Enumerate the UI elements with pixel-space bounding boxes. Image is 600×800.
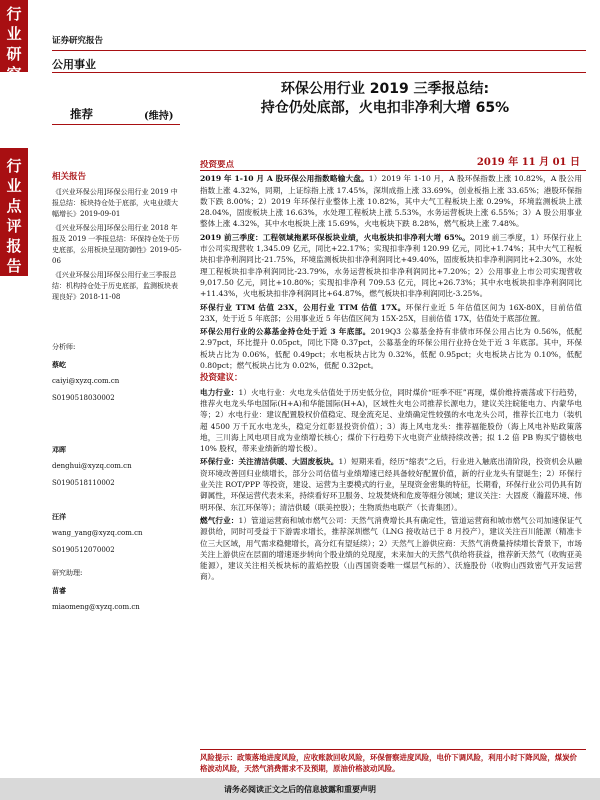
paragraph [200,387,582,455]
paragraph-body: 1）短期来看，经历“缩表”之后，行业进入触底出清阶段，投资机会从融资环境改善回归业绩增长，部分公司估值与业绩增速已经具备较好配置价值，新的行业龙头有望诞生；2）环保行业关注 ROT/PPP 等投资，建设、运营为主要模式的行业，呈现资金密集的特征，长期看，环保行业公司仍具有防御属性，环保运营代表未来，持续看好环卫服务、垃圾焚烧和危废等细分领域；建议关注：大固废（瀚蓝环境、伟明环保、东江环保等）；清洁供暖（联美控股）；生物质热电联产（长青集团）。 [200,457,582,512]
analyst-cert: S0190512070002 [52,546,115,554]
vertical-char: 评 [6,217,22,235]
paragraph [200,173,582,229]
paragraph-lead: 燃气行业： [200,515,239,525]
main-content [200,160,582,744]
header-divider [52,50,586,51]
rating-divider [52,124,180,125]
industry-name: 公用事业 [52,58,96,71]
related-reports [52,172,184,303]
analyst-email: wang_yang@xyzq.com.cn [52,529,143,537]
vertical-char: 告 [6,257,22,275]
rating: 推荐 [70,107,93,121]
vertical-char: 研 [6,45,22,63]
report-type: 证券研究报告 [52,36,104,46]
paragraph-lead: 环保行业：关注清洁供暖、大固废板块。 [200,457,339,467]
vertical-char: 行 [6,5,22,23]
assistant-name: 苗睿 [52,586,66,595]
paragraph-lead: 环保行业 TTM 估值 23X，公用行业 TTM 估值 17X。 [200,302,406,312]
page-title-line2: 持仓仍处底部，火电扣非净利大增 65% [260,100,510,116]
footer-disclaimer: 请务必阅读正文之后的信息披露和重要声明 [0,778,600,800]
paragraph-body: 1）2019 年 1-10 月，A 股环保指数上涨 10.82%，A 股公用指数上涨 4.32%，同期，上证综指上涨 17.45%，深圳成指上涨 33.69%，创业板指上涨 33.65%；港股环保指数下跌 8.00%；2）2019 年环保行业整体上涨 10.82%，其中大气工程板块上涨 0.29%，环境监测板块上涨 28.04%，固废板块上涨 16.63%，水处理工程板块上涨 5.53%，水务运营板块上涨 6.55%；3）A 股公用事业整体上涨 4.32%，其中水电板块上涨 15.69%，火电板块下跌 8.28%，燃气板块上涨 7.48%。 [200,174,582,229]
vertical-section-label [0,0,28,83]
analyst-email: denghui@xyzq.com.cn [52,462,132,470]
risk-divider [200,749,586,750]
paragraph-body: 环保行业近 5 年估值区间为 16X-80X，目前估值 23X，处于近 5 年底部；公用事业近 5 年估值区间为 15X-25X，目前估值 17X，估值处于底部位置。 [200,302,582,323]
analyst-cert: S0190518110002 [52,479,115,487]
paragraph [200,456,582,512]
vertical-char: 行 [6,157,22,175]
analyst-name: 邓晖 [52,445,66,454]
paragraph-lead: 2019 年 1-10 月 A 股环保公用指数略输大盘。 [200,174,369,184]
analyst-name: 汪洋 [52,512,66,521]
header-divider [52,72,586,73]
vertical-char: 点 [6,197,22,215]
paragraph [200,326,582,371]
paragraph-body: 1）管道运营商和城市燃气公司：天然气消费增长具有确定性，管道运营商和城市燃气公司加速保证气源供给，同时可受益于下游需求增长，推荐深圳燃气（LNG 接收站已于 8 月投产），建议关注百川能源（精准卡位三大区域，用气需求稳健增长，高分红有望延续）；2）天然气上游供应商：天然气消费量持续增长背景下，市场关注上游供应在层面的增速逐步转向个股业绩的兑现度，未来加大的天然气供给将获益，推荐新天然气（收购亚美能源），建议关注相关板块标的蓝焰控股（山西国资委唯一煤层气标的）、沃施股份（收购山西致密气开发运营商）。 [200,515,582,582]
page-title-line1: 环保公用行业 2019 三季报总结: [280,81,490,97]
related-reports-heading: 相关报告 [52,172,87,182]
paragraph-lead: 电力行业： [200,387,239,397]
analyst-email: caiyi@xyzq.com.cn [52,377,120,385]
paragraph-body: 1）火电行业：火电龙头估值处于历史低分位，同时煤价“旺季不旺”再现，煤价维持震荡或下行趋势，推荐火电龙头华电国际(H+A)和华能国际(H+A)，区域性火电公司推荐长源电力，建议关注皖能电力、内蒙华电等；2）水电行业：建议配置股权价值稳定、现金流充足、业绩确定性较强的水电龙头公司，推荐长江电力（装机超 4500 万千瓦水电龙头，稳定分红彰显投资价值）；3）海上风电龙头：推荐福能股份（海上风电补贴政策落地，三川海上风电项目成为业绩增长核心；煤价下行趋势下火电资产业绩持续改善；拟 1.2 倍 PB 购买宁德核电 10% 股权，带来业绩新的增长极）。 [200,387,582,454]
analyst-label: 分析师: [52,343,76,351]
paragraph-body: 2019 前三季度，1）环保行业上市公司实现营收 1,345.09 亿元，同比+22.17%；实现扣非净利 120.99 亿元，同比+1.74%；其中大气工程板块扣非净利润同比-21.75%，环境监测板块扣非净利润同比+49.40%，固废板块扣非净利润同比+2.30%，水处理工程板块扣非净利润同比-23.79%，水务运营板块扣非净利润同比+7.20%；2）公用事业上市公司实现营收 9,017.50 亿元，同比+10.80%；实现扣非净利 709.53 亿元，同比+26.73%；其中水电板块扣非净利润同比+11.43%，火电板块扣非净利润同比+64.87%，燃气板块扣非净利润同比-3.25%。 [200,232,582,299]
paragraph-body: 2019Q3 公募基金持有非债市环保公用占比为 0.56%，低配 2.97pct，环比提升 0.05pct，同比下降 0.37pct，公募基金的环保公用行业持仓处于近 3 年底部。其中，环保板块占比为 0.06%，低配 0.49pct；水电板块占比为 0.32%，低配 0.95pct；火电板块占比为 0.10%，低配 0.80pct；燃气板块占比为 0.02%，低配 0.32pct。 [200,327,582,371]
related-report-item: 《[兴业环保公用]环保公用行业三季报总结：机构持仓处于历史底部，监测板块表现良好》2018-11-08 [52,271,178,301]
analyst-list [52,342,184,613]
section-heading-investment-advice: 投资建议： [200,373,243,384]
vertical-char: 究 [6,65,22,83]
vertical-char: 业 [6,177,22,195]
assistant-label: 研究助理: [52,569,83,577]
vertical-char: 报 [6,237,22,255]
related-report-item: 《[兴业环保公用]环保公用行业 2019 中报总结：板块持仓处于底部，火电业绩大幅增长》2019-09-01 [52,188,178,218]
related-report-item: 《[兴业环保公用]环保公用行业 2018 年报及 2019 一季报总结：环保持仓处于历史底部，公用板块呈现防御性》2019-05-06 [52,224,182,265]
paragraph-lead: 2019 前三季度：工程领域拖累环保板块业绩，火电板块扣非净利大增 65%。 [200,232,470,242]
paragraph [200,515,582,583]
analyst-name: 蔡屹 [52,360,66,369]
paragraph-lead: 环保公用行业的公募基金持仓处于近 3 年底部。 [200,327,371,337]
assistant-email: miaomeng@xyzq.com.cn [52,603,140,611]
risk-warning: 风险提示：政策落地进度风险，应收账款回收风险，环保督察进度风险，电价下调风险，利用小时下降风险，煤炭价格波动风险，天然气消费需求不及预期，原油价格波动风险。 [200,753,577,773]
report-date: 2019 年 11 月 01 日 [476,157,580,168]
paragraph [200,232,582,300]
vertical-report-type-label [0,148,28,276]
section-heading-key-points: 投资要点 [200,160,235,170]
paragraph [200,302,582,325]
rating-change: (维持) [144,111,174,122]
vertical-char: 业 [6,25,22,43]
analyst-cert: S0190518030002 [52,394,115,402]
